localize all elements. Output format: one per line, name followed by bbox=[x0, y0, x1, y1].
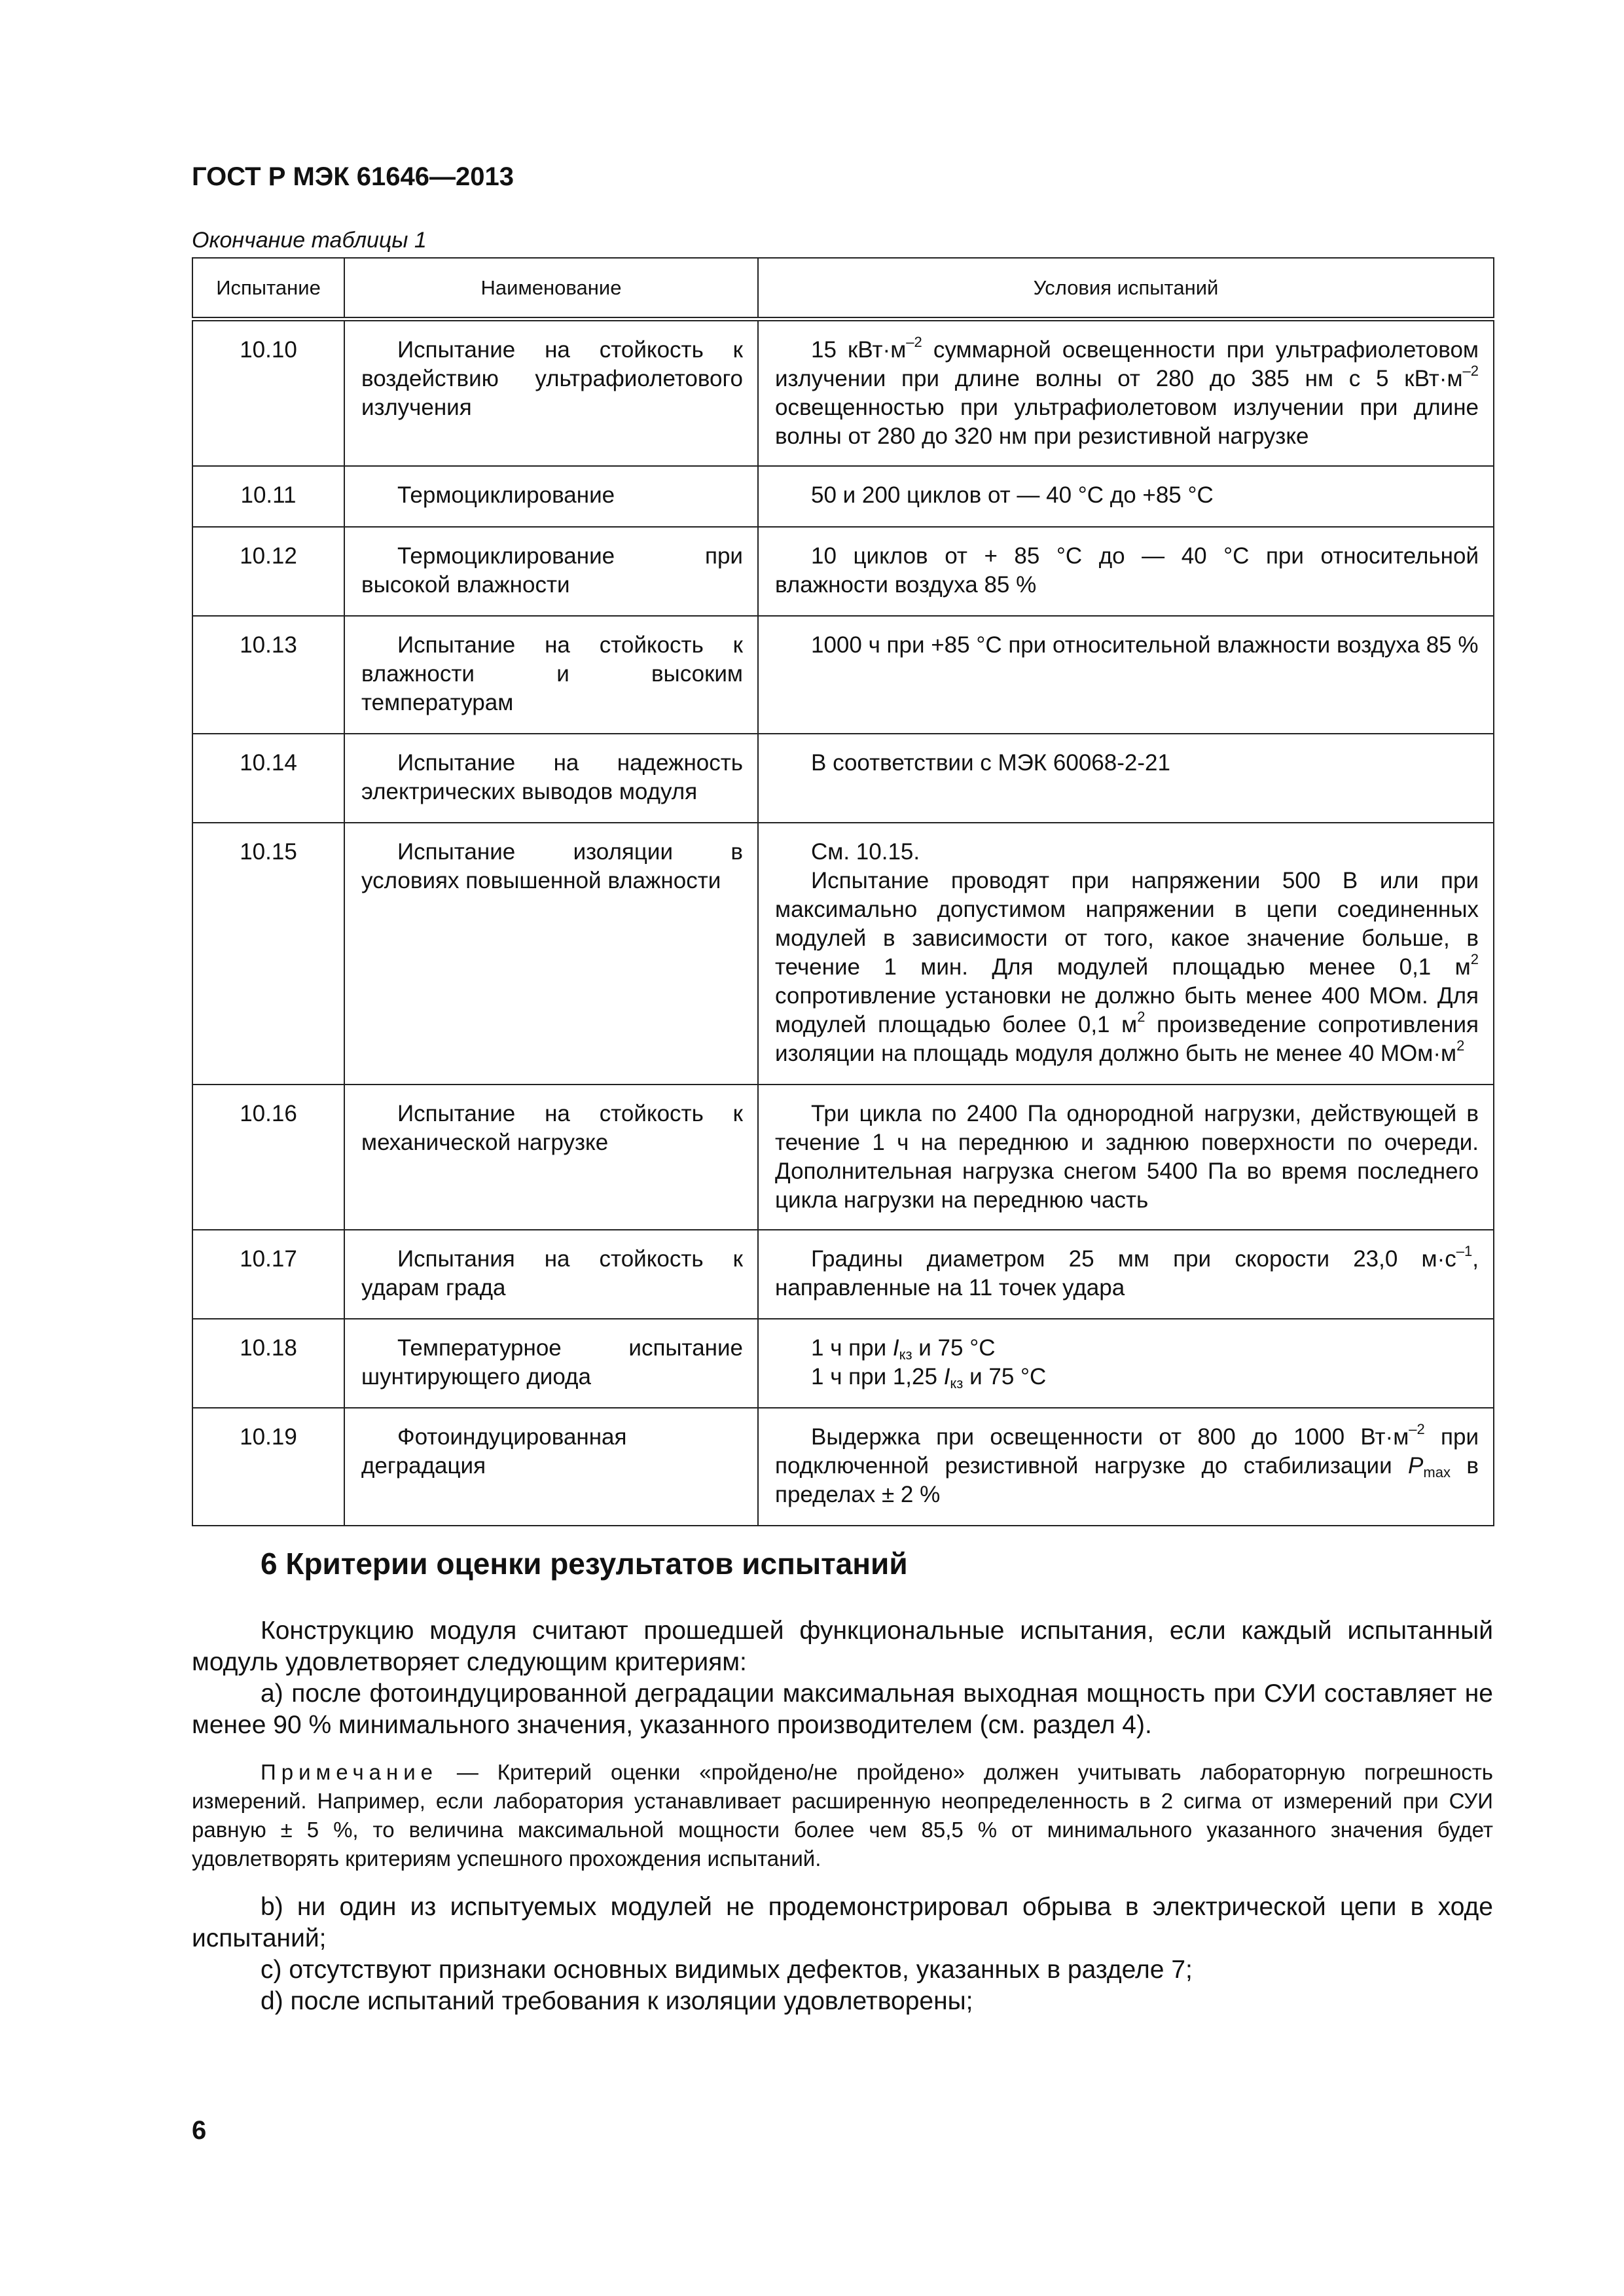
test-number: 10.15 bbox=[192, 823, 344, 1085]
test-number: 10.17 bbox=[192, 1230, 344, 1319]
test-conditions: Три цикла по 2400 Па однородной нагрузки, действующей в течение 1 ч на переднюю и заднюю поверхности по очереди. Дополнительная нагрузка снегом 5400 Па во время последнего цикла нагрузки на переднюю часть bbox=[758, 1085, 1494, 1230]
table-row bbox=[192, 1085, 1494, 1230]
column-header-test: Испытание bbox=[192, 258, 344, 319]
column-header-name: Наименование bbox=[344, 258, 758, 319]
test-number: 10.13 bbox=[192, 616, 344, 734]
note bbox=[192, 1758, 1493, 1873]
table-row bbox=[192, 527, 1494, 616]
test-name: Испытание на стойкость к воздействию ультрафиолетового излучения bbox=[344, 319, 758, 467]
test-number: 10.19 bbox=[192, 1408, 344, 1526]
test-conditions: 1000 ч при +85 °С при относительной влажности воздуха 85 % bbox=[758, 616, 1494, 734]
section-intro-block bbox=[192, 1615, 1493, 1741]
criterion-c: c) отсутствуют признаки основных видимых дефектов, указанных в разделе 7; bbox=[261, 1956, 1193, 1984]
test-conditions: 15 $кВт\cdot м^{-2}$ суммарной освещенности при ультрафиолетовом излучении при длине волны от 280 до 385 нм с 5 $кВт\cdot м^{-2}$ освещенностью при ультрафиолетовом излучении при длине волны от 280 до 320 нм при резистивной нагрузке bbox=[758, 319, 1494, 467]
test-name: Испытание изоляции в условиях повышенной влажности bbox=[344, 823, 758, 1085]
criteria-list bbox=[192, 1892, 1493, 2017]
table-row bbox=[192, 319, 1494, 467]
test-conditions: 10 циклов от + 85 °С до — 40 °С при относительной влажности воздуха 85 % bbox=[758, 527, 1494, 616]
note-label: Примечание bbox=[261, 1760, 439, 1784]
test-name: Испытание на стойкость к механической нагрузке bbox=[344, 1085, 758, 1230]
table-header-row bbox=[192, 258, 1494, 319]
test-number: 10.18 bbox=[192, 1319, 344, 1408]
table-row bbox=[192, 1319, 1494, 1408]
note-text: — Критерий оценки «пройдено/не пройдено» должен учитывать лабораторную погрешность измерений. Например, если лаборатория устанавливает расширенную неопределенность в 2 сигма от измерений при СУИ равную ± 5 %, то величина максимальной мощности более чем 85,5 % от минимального указанного значения будет удовлетворять критериям успешного прохождения испытаний. bbox=[192, 1760, 1493, 1871]
document-header: ГОСТ Р МЭК 61646—2013 bbox=[192, 162, 514, 191]
test-name: Испытания на стойкость к ударам града bbox=[344, 1230, 758, 1319]
column-header-conditions: Условия испытаний bbox=[758, 258, 1494, 319]
test-number: 10.10 bbox=[192, 319, 344, 467]
test-name: Термоциклирование bbox=[344, 466, 758, 527]
criterion-a: a) после фотоиндуцированной деградации максимальная выходная мощность при СУИ составляет не менее 90 % минимального значения, указанного производителем (см. раздел 4). bbox=[192, 1679, 1493, 1739]
page-number: 6 bbox=[192, 2116, 207, 2145]
table-row bbox=[192, 1230, 1494, 1319]
test-number: 10.16 bbox=[192, 1085, 344, 1230]
section-title: 6 Критерии оценки результатов испытаний bbox=[261, 1547, 908, 1581]
test-table bbox=[192, 257, 1494, 1526]
table-row bbox=[192, 823, 1494, 1085]
test-number: 10.14 bbox=[192, 734, 344, 823]
table-row bbox=[192, 616, 1494, 734]
test-name: Температурное испытание шунтирующего диода bbox=[344, 1319, 758, 1408]
test-name: Фотоиндуцированная деградация bbox=[344, 1408, 758, 1526]
test-conditions: Выдержка при освещенности от 800 до 1000 $Вт\cdot м^{-2}$ при подключенной резистивной нагрузке до стабилизации $P_{max}$ в пределах ± 2 % bbox=[758, 1408, 1494, 1526]
test-number: 10.11 bbox=[192, 466, 344, 527]
test-conditions: В соответствии с МЭК 60068-2-21 bbox=[758, 734, 1494, 823]
test-conditions: 1 ч при $I_{кз}$ и 75 °С 1 ч при 1,25 $I_{кз}$ и 75 °С bbox=[758, 1319, 1494, 1408]
test-number: 10.12 bbox=[192, 527, 344, 616]
table-row bbox=[192, 466, 1494, 527]
criterion-b: b) ни один из испытуемых модулей не продемонстрировал обрыва в электрической цепи в ходе испытаний; bbox=[192, 1893, 1493, 1952]
test-conditions: Градины диаметром 25 мм при скорости 23,0 $м\cdot с^{-1}$, направленные на 11 точек удара bbox=[758, 1230, 1494, 1319]
test-name: Испытание на стойкость к влажности и высоким температурам bbox=[344, 616, 758, 734]
test-name: Термоциклирование при высокой влажности bbox=[344, 527, 758, 616]
table-caption: Окончание таблицы 1 bbox=[192, 228, 427, 253]
table-row bbox=[192, 1408, 1494, 1526]
table-row bbox=[192, 734, 1494, 823]
test-conditions: См. 10.15. Испытание проводят при напряжении 500 В или при максимально допустимом напряжении в цепи соединенных модулей в зависимости от того, какое значение больше, в течение 1 мин. Для модулей площадью менее 0,1 $м^2$ сопротивление установки не должно быть менее 400 МОм. Для модулей площадью более 0,1 $м^2$ произведение сопротивления изоляции на площадь модуля должно быть не менее 40 $МОм\cdot м^2$ bbox=[758, 823, 1494, 1085]
section-intro: Конструкцию модуля считают прошедшей функциональные испытания, если каждый испытанный модуль удовлетворяет следующим критериям: bbox=[192, 1617, 1493, 1676]
criterion-d: d) после испытаний требования к изоляции удовлетворены; bbox=[261, 1987, 973, 2015]
test-conditions: 50 и 200 циклов от — 40 °С до +85 °С bbox=[758, 466, 1494, 527]
test-name: Испытание на надежность электрических выводов модуля bbox=[344, 734, 758, 823]
